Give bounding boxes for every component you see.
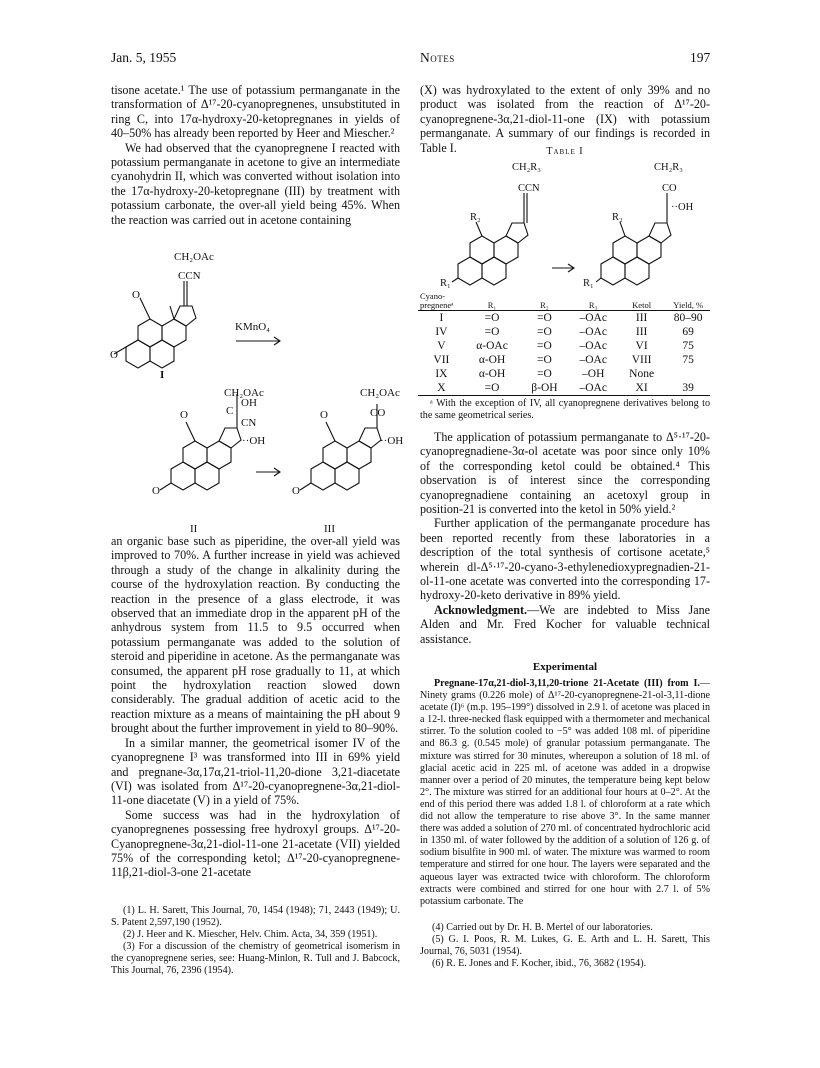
substituent-label: CO [370, 407, 386, 419]
table-cell: =O [484, 326, 500, 338]
paragraph: We had observed that the cyanopregnene I reacted with potassium permanganate in acetone to give an intermediate cyanohydrin II, which was converted without isolation into the 17α-hydroxy-20-ketopregnane (III) by treatment with potassium carbonate, the over-all yield being 45%. When the reaction was carried out in acetone containing [111, 140, 400, 227]
acknowledgment-body: —We are indebted to Miss Jane Alden and Mr. Fred Kocher for valuable technical assistance. [420, 602, 710, 646]
table-cell: VII [433, 354, 450, 366]
substituent-label: R₁ [440, 278, 451, 289]
table-header: R₁ [487, 300, 497, 310]
table-cell: VIII [631, 354, 652, 366]
steroid-skeleton-ketol [596, 193, 671, 285]
oxygen-label: O [292, 485, 300, 497]
footnote: (4) Carried out by Dr. H. B. Mertel of our laboratories. [432, 922, 653, 933]
table-cell: IV [435, 326, 448, 338]
table-cell: =O [484, 312, 500, 324]
table-cell: X [437, 382, 446, 394]
steroid-skeleton-cyano [452, 193, 528, 285]
table-cell: =O [484, 382, 500, 394]
table-header: R₃ [588, 300, 598, 310]
table-cell: 69 [682, 326, 694, 338]
left-column-bottom [111, 534, 400, 880]
table-row [418, 311, 710, 326]
running-date: Jan. 5, 1955 [111, 50, 177, 65]
table-footnote: ᵃ With the exception of IV, all cyanopregnene derivatives belong to the same geometrical series. [420, 398, 710, 422]
experimental-body [420, 678, 710, 908]
table-cell: None [629, 368, 655, 380]
substituent-label: R₂ [470, 212, 481, 223]
page-number: 197 [690, 50, 711, 65]
table-header: R₂ [540, 300, 549, 310]
substituent-label: ··OH [671, 202, 694, 213]
table-cell: VI [635, 340, 648, 352]
substituent-label: CH₂OAc [174, 251, 214, 263]
substituent-label: ··OH [380, 435, 404, 447]
table-row [418, 367, 710, 381]
table-cell: =O [537, 368, 552, 380]
table-cell: =O [537, 312, 552, 324]
substituent-label: ··OH [242, 435, 266, 447]
table-structures [440, 158, 710, 290]
left-column-top [111, 83, 400, 227]
footnote: (1) L. H. Sarett, This Journal, 70, 1454 (1948); 71, 2443 (1949); U. S. Patent 2,597,190 (1952). [111, 905, 400, 929]
substituent-label: CN [241, 417, 257, 429]
footnotes-right [420, 922, 710, 970]
right-column-top [420, 83, 710, 155]
substituent-label: R₁ [583, 278, 594, 289]
paragraph: Some success was had in the hydroxylation of cyanopregnenes possessing free hydroxyl groups. Δ¹⁷-20-Cyanopregnene-3α,21-diol-11-one 21-acetate (VII) yielded 75% of the corresponding ketol; Δ¹⁷-20-cyanopregnene-11β,21-diol-3-one 21-acetate [111, 807, 400, 880]
footnote: (6) R. E. Jones and F. Kocher, ibid., 76, 3682 (1954). [432, 958, 647, 970]
substituent-label: OH [241, 397, 257, 409]
oxygen-label: O [152, 485, 160, 497]
paragraph: (X) was hydroxylated to the extent of only 39% and no product was isolated from the reaction of Δ¹⁷-20-cyanopregnene-3α,21-diol-11-one (IX) with potassium permanganate. A summary of our findings is recorded in Table I. [420, 83, 710, 155]
table-cell: –OH [582, 368, 605, 380]
table-title: Table I [546, 146, 584, 157]
table-header: Cyano-pregneneᵃ [420, 291, 454, 310]
steroid-skeleton-III [300, 404, 381, 490]
table-header: Yield, % [673, 300, 704, 310]
table-cell: =O [537, 326, 552, 338]
table-cell: –OAc [579, 312, 607, 324]
running-section: Notes [420, 50, 455, 65]
table-cell: –OAc [579, 354, 607, 366]
oxygen-label: O [180, 409, 188, 421]
compound-label-II: II [190, 523, 198, 534]
substituent-label: CCN [178, 270, 201, 282]
substituent-label: C [226, 405, 234, 417]
experimental-title: Pregnane-17α,21-diol-3,11,20-trione 21-Acetate (III) from I. [434, 678, 700, 689]
table-row [418, 325, 710, 339]
paragraph: Further application of the permanganate procedure has been reported recently from these laboratories in a description of the total synthesis of cortisone acetate,⁵ wherein dl-Δ⁵·¹⁷-20-cyano-3-ethylenedioxypregnadien-21-ol-11-one acetate was converted into the corresponding 17-hydroxy-20-keto derivative in 89% yield. [420, 516, 710, 603]
steroid-skeleton-I [114, 281, 196, 368]
table-cell: IX [435, 368, 448, 380]
table-cell: 75 [682, 340, 694, 352]
paragraph: The application of potassium permanganate to Δ⁵·¹⁷-20-cyanopregnadiene-3α-ol acetate was poor since only 10% of the corresponding ketol could be obtained.⁴ This observation is of interest since the corresponding cyanopregnadiene containing an acetoxyl group in position-21 is converted into the ketol in 50% yield.² [420, 430, 710, 517]
table-cell: 80–90 [673, 312, 703, 324]
table-cell: 39 [682, 382, 694, 394]
footnote: (5) G. I. Poos, R. M. Lukes, G. E. Arth and L. H. Sarett, This Journal, 76, 5031 (1954). [420, 934, 710, 958]
substituent-label: CH₂R₃ [654, 162, 683, 173]
right-column-body [420, 430, 710, 646]
section-heading: Experimental [532, 661, 598, 673]
acknowledgment-heading: Acknowledgment. [434, 602, 528, 617]
table-cell: =O [537, 340, 552, 352]
table-cell: =O [537, 354, 552, 366]
footnotes-left [111, 905, 400, 978]
table-cell: III [635, 312, 648, 324]
table-row [418, 353, 710, 367]
substituent-label: CCN [518, 183, 540, 194]
experimental-text: —Ninety grams (0.226 mole) of Δ¹⁷-20-cyanopregnene-21-ol-3,11-dione acetate (I)⁶ (m.p. 195–199°) dissolved in 2.9 l. of acetone was placed in a 12-l. three-necked flask equipped with a thermometer and mechanical stirrer. To the solution cooled to −5° was added 108 ml. of piperidine and 86.3 g. (0.545 mole) of granular potassium permanganate. The mixture was stirred for 30 minutes, whereupon a solution of 18 ml. of glacial acetic acid in 225 ml. of acetone was added in a dropwise manner over a period of 20 minutes, the temperature being kept below 2°. The mixture was stirred for an additional four hours at 0–2°. At the end of this period there was added 1.8 l. of chloroform at a rate which did not allow the temperature to rise above 3°. In the same manner there was added a solution of 270 ml. of concentrated hydrochloric acid in 1350 ml. of water followed by the addition of a solution of 126 g. of sodium bisulfite in 900 ml. of water. The mixture was warmed to room temperature and stirred for one hour. The layers were separated and the aqueous layer was extracted twice with chloroform. The chloroform extracts were combined and stirred for one hour with 2.7 l. of 5% potassium carbonate. The [420, 678, 710, 907]
substituent-label: CO [662, 183, 677, 194]
table-cell: –OAc [579, 326, 607, 338]
footnote: (2) J. Heer and K. Miescher, Helv. Chim. Acta, 34, 359 (1951). [123, 929, 378, 941]
compound-label-I: I [160, 369, 165, 381]
data-table [418, 292, 710, 396]
table-cell: 75 [682, 354, 694, 366]
paragraph: tisone acetate.¹ The use of potassium permanganate in the transformation of Δ¹⁷-20-cyanopregnenes, unsubstituted in ring C, into 17α-hydroxy-20-ketopregnanes in yields of 40–50% has already been reported by Heer and Miescher.² [111, 83, 400, 141]
oxygen-label: O [110, 349, 118, 361]
paragraph [420, 678, 710, 908]
substituent-label: R₂ [612, 212, 623, 223]
table-cell: V [437, 340, 446, 352]
table-row [418, 339, 710, 353]
table-cell: –OAc [579, 340, 607, 352]
table-header: Ketol [632, 300, 652, 310]
acknowledgment [420, 603, 710, 646]
table-cell: XI [635, 382, 648, 394]
table-cell: III [635, 326, 648, 338]
footnote: (3) For a discussion of the chemistry of geometrical isomerism in the cyanopregnene series, see: Huang-Minlon, R. Tull and J. Babcock, This Journal, 76, 2396 (1954). [111, 941, 400, 977]
table-cell: α-OAc [476, 340, 508, 352]
reaction-scheme [110, 246, 410, 534]
substituent-label: CH₂R₃ [512, 162, 541, 173]
table-cell: β-OH [531, 382, 558, 394]
oxygen-label: O [320, 409, 328, 421]
table-cell [666, 367, 710, 381]
substituent-label: CH₂OAc [224, 387, 264, 399]
substituent-label: CH₂OAc [360, 387, 400, 399]
table-cell: α-OH [478, 354, 506, 366]
table-row [418, 381, 710, 396]
compound-label-III: III [324, 523, 335, 534]
oxygen-label: O [132, 289, 140, 301]
table-cell: α-OH [478, 368, 506, 380]
table-cell: I [439, 312, 444, 324]
paragraph: an organic base such as piperidine, the over-all yield was improved to 70%. A further increase in yield was achieved through a study of the change in alkalinity during the course of the hydroxylation reaction. By conducting the reaction in the presence of a glass electrode, it was observed that an immediate drop in the apparent pH of the anhydrous system from 11.5 to 9.5 occurred when potassium permanganate was added to the solution of steroid and piperidine in acetone. As the permanganate was consumed, the apparent pH rose gradually to 11, at which point the hydroxylation reaction slowed down considerably. The gradual addition of acetic acid to the reaction mixture as a means of maintaining the pH about 9 brought about the further improvement in yield to 80–90%. [111, 534, 400, 736]
table-cell: –OAc [579, 382, 607, 394]
reagent-label: KMnO₄ [235, 321, 271, 333]
paragraph: In a similar manner, the geometrical isomer IV of the cyanopregnene I³ was transformed into III in 69% yield and pregnane-3α,17α,21-triol-11,20-dione 3,21-diacetate (VI) was isolated from Δ¹⁷-20-cyanopregnene-3α,21-diol-11-one diacetate (V) in a yield of 75%. [111, 735, 400, 808]
